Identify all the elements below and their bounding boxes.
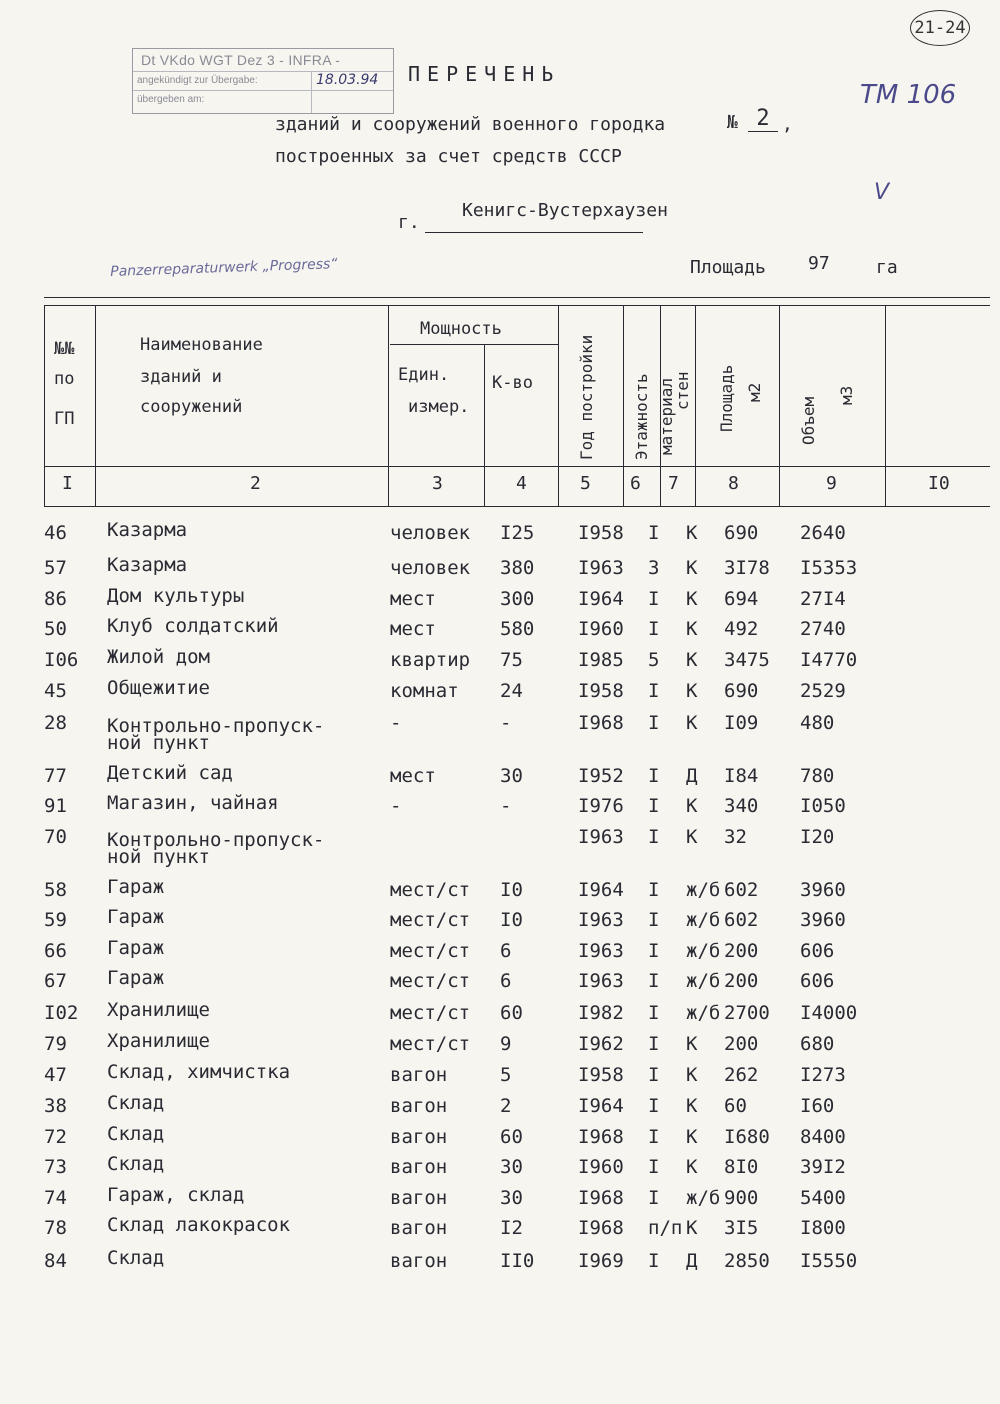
row-year: I968	[578, 1217, 624, 1239]
row-number: 46	[44, 522, 67, 544]
row-area: 694	[724, 588, 759, 610]
row-year: I985	[578, 649, 624, 671]
row-area: I680	[724, 1126, 770, 1148]
row-unit: вагон	[390, 1187, 448, 1209]
row-volume: 5400	[800, 1187, 846, 1209]
row-floors: I	[648, 970, 660, 992]
header-no-2: по	[54, 369, 75, 389]
row-number: 79	[44, 1033, 67, 1055]
row-unit: квартир	[390, 649, 471, 671]
row-volume: I60	[800, 1095, 835, 1117]
row-unit: мест/ст	[390, 970, 471, 992]
col-divider	[558, 305, 559, 506]
row-material: К	[686, 712, 698, 734]
stamp-date: 18.03.94	[316, 72, 379, 88]
row-number: 59	[44, 909, 67, 931]
row-quantity: -	[500, 712, 512, 734]
row-area: I09	[724, 712, 759, 734]
row-volume: 680	[800, 1033, 835, 1055]
row-year: I958	[578, 1064, 624, 1086]
row-area: 32	[724, 826, 747, 848]
row-number: 77	[44, 765, 67, 787]
column-number: 2	[250, 473, 261, 494]
header-mid-rule	[44, 466, 990, 467]
row-name: Хранилище	[107, 1030, 210, 1052]
row-year: I963	[578, 557, 624, 579]
row-unit: вагон	[390, 1250, 448, 1272]
row-material: Д	[686, 765, 698, 787]
row-name: Склад	[107, 1247, 165, 1269]
header-material-1: материал	[657, 377, 676, 455]
row-material: К	[686, 618, 698, 640]
row-name: Склад	[107, 1153, 165, 1175]
row-floors: I	[648, 680, 660, 702]
row-area: 262	[724, 1064, 759, 1086]
row-name: Гараж	[107, 876, 165, 898]
row-area: 2850	[724, 1250, 770, 1272]
row-material: ж/б	[686, 940, 721, 962]
row-floors: I	[648, 1002, 660, 1024]
row-number: 28	[44, 712, 67, 734]
row-number: 45	[44, 680, 67, 702]
row-volume: 3960	[800, 909, 846, 931]
header-qty: К-во	[492, 373, 533, 393]
row-quantity: I25	[500, 522, 535, 544]
subtitle-comma: ,	[782, 114, 793, 135]
row-year: I952	[578, 765, 624, 787]
row-area: 60	[724, 1095, 747, 1117]
row-year: I960	[578, 618, 624, 640]
row-area: I84	[724, 765, 759, 787]
header-area-1: Площадь	[717, 364, 736, 432]
row-year: I968	[578, 1187, 624, 1209]
row-floors: I	[648, 1095, 660, 1117]
row-quantity: I2	[500, 1217, 523, 1239]
row-material: К	[686, 1095, 698, 1117]
header-no-3: ГП	[54, 409, 75, 429]
row-quantity: 30	[500, 1187, 523, 1209]
row-floors: I	[648, 795, 660, 817]
row-year: I964	[578, 1095, 624, 1117]
row-year: I964	[578, 588, 624, 610]
row-number: 67	[44, 970, 67, 992]
row-area: 2700	[724, 1002, 770, 1024]
check-mark: V	[874, 180, 890, 205]
row-volume: 3960	[800, 879, 846, 901]
handwritten-note: Panzerreparaturwerk „Progress“	[110, 256, 338, 280]
row-unit: мест/ст	[390, 1002, 471, 1024]
capacity-rule	[390, 344, 558, 345]
row-floors: I	[648, 765, 660, 787]
row-name: Склад, химчистка	[107, 1061, 291, 1083]
row-floors: I	[648, 712, 660, 734]
area-unit: га	[876, 257, 898, 278]
subtitle-line2: построенных за счет средств СССР	[275, 146, 622, 167]
row-name: Гараж	[107, 967, 165, 989]
row-quantity: 2	[500, 1095, 512, 1117]
row-name: Общежитие	[107, 677, 210, 699]
row-year: I982	[578, 1002, 624, 1024]
row-year: I968	[578, 1126, 624, 1148]
document-title: ПЕРЕЧЕНЬ	[408, 62, 561, 86]
row-name: Контрольно-пропуск- ной пункт	[107, 829, 325, 868]
row-floors: I	[648, 522, 660, 544]
row-material: ж/б	[686, 1002, 721, 1024]
row-name: Гараж	[107, 937, 165, 959]
row-floors: I	[648, 588, 660, 610]
row-number: I06	[44, 649, 79, 671]
row-material: К	[686, 680, 698, 702]
row-year: I963	[578, 940, 624, 962]
row-volume: 606	[800, 970, 835, 992]
row-volume: I20	[800, 826, 835, 848]
row-number: 66	[44, 940, 67, 962]
row-name: Склад лакокрасок	[107, 1214, 291, 1236]
row-unit: вагон	[390, 1064, 448, 1086]
row-material: К	[686, 1033, 698, 1055]
row-name: Дом культуры	[107, 585, 245, 607]
row-material: К	[686, 588, 698, 610]
header-name-2: зданий и	[140, 367, 222, 387]
row-quantity: 6	[500, 940, 512, 962]
area-label: Площадь	[690, 257, 766, 278]
row-unit: мест/ст	[390, 1033, 471, 1055]
row-name: Склад	[107, 1092, 165, 1114]
city-underline	[425, 232, 643, 233]
row-quantity: 30	[500, 1156, 523, 1178]
row-area: 900	[724, 1187, 759, 1209]
row-year: I958	[578, 522, 624, 544]
row-floors: 5	[648, 649, 660, 671]
row-area: 3I78	[724, 557, 770, 579]
row-quantity: 300	[500, 588, 535, 610]
header-top-rule-2	[44, 305, 990, 306]
row-name: Клуб солдатский	[107, 615, 279, 637]
row-floors: I	[648, 909, 660, 931]
row-volume: 27I4	[800, 588, 846, 610]
city-prefix: г.	[398, 212, 420, 233]
row-unit: мест/ст	[390, 879, 471, 901]
row-floors: п/п	[648, 1217, 683, 1239]
stamp-divider	[311, 71, 312, 113]
row-name: Жилой дом	[107, 646, 210, 668]
row-floors: I	[648, 1064, 660, 1086]
row-floors: I	[648, 1156, 660, 1178]
row-quantity: 380	[500, 557, 535, 579]
column-number: 4	[516, 473, 527, 494]
row-area: 3I5	[724, 1217, 759, 1239]
row-name: Детский сад	[107, 762, 233, 784]
row-quantity: I0	[500, 909, 523, 931]
row-quantity: -	[500, 795, 512, 817]
row-volume: I050	[800, 795, 846, 817]
row-year: I963	[578, 909, 624, 931]
row-volume: 2529	[800, 680, 846, 702]
row-year: I963	[578, 826, 624, 848]
column-number: I0	[928, 473, 950, 494]
row-volume: 480	[800, 712, 835, 734]
column-number: 7	[668, 473, 679, 494]
row-unit: вагон	[390, 1126, 448, 1148]
row-unit: мест	[390, 765, 436, 787]
row-material: К	[686, 826, 698, 848]
column-number: 5	[580, 473, 591, 494]
row-number: 58	[44, 879, 67, 901]
col-divider	[388, 305, 389, 506]
row-quantity: 60	[500, 1002, 523, 1024]
row-area: 602	[724, 879, 759, 901]
header-unit-2: измер.	[408, 397, 470, 417]
row-quantity: 60	[500, 1126, 523, 1148]
row-year: I964	[578, 879, 624, 901]
row-unit: мест	[390, 588, 436, 610]
row-number: 78	[44, 1217, 67, 1239]
row-number: 50	[44, 618, 67, 640]
row-year: I962	[578, 1033, 624, 1055]
row-material: ж/б	[686, 970, 721, 992]
header-year: Год постройки	[577, 334, 596, 460]
row-floors: I	[648, 1250, 660, 1272]
column-number: 8	[728, 473, 739, 494]
column-number: I	[62, 473, 73, 494]
header-no-1: №№	[54, 339, 75, 359]
row-floors: I	[648, 618, 660, 640]
row-year: I976	[578, 795, 624, 817]
row-name: Хранилище	[107, 999, 210, 1021]
column-number: 6	[630, 473, 641, 494]
row-year: I968	[578, 712, 624, 734]
row-number: 38	[44, 1095, 67, 1117]
row-unit: мест	[390, 618, 436, 640]
row-quantity: 5	[500, 1064, 512, 1086]
row-floors: I	[648, 1126, 660, 1148]
header-capacity: Мощность	[420, 319, 502, 339]
row-unit: вагон	[390, 1217, 448, 1239]
header-bottom-rule	[44, 506, 990, 507]
row-area: 602	[724, 909, 759, 931]
row-floors: I	[648, 879, 660, 901]
row-volume: 606	[800, 940, 835, 962]
row-floors: I	[648, 1187, 660, 1209]
row-volume: 39I2	[800, 1156, 846, 1178]
row-floors: I	[648, 940, 660, 962]
row-area: 3475	[724, 649, 770, 671]
row-material: ж/б	[686, 879, 721, 901]
header-material-2: стен	[673, 371, 692, 410]
row-number: 72	[44, 1126, 67, 1148]
row-material: К	[686, 1217, 698, 1239]
row-area: 200	[724, 1033, 759, 1055]
row-unit: человек	[390, 522, 471, 544]
row-volume: 2640	[800, 522, 846, 544]
row-quantity: II0	[500, 1250, 535, 1272]
column-number: 3	[432, 473, 443, 494]
row-unit: вагон	[390, 1156, 448, 1178]
row-year: I963	[578, 970, 624, 992]
handwritten-code: ТМ 106	[860, 80, 957, 110]
row-name: Казарма	[107, 554, 188, 576]
row-area: 8I0	[724, 1156, 759, 1178]
row-unit: мест/ст	[390, 909, 471, 931]
subtitle-line1: зданий и сооружений военного городка	[275, 114, 666, 135]
col-divider	[779, 305, 780, 506]
row-name: Гараж, склад	[107, 1184, 245, 1206]
row-volume: I4000	[800, 1002, 858, 1024]
row-year: I958	[578, 680, 624, 702]
row-volume: 8400	[800, 1126, 846, 1148]
row-volume: I5353	[800, 557, 858, 579]
row-volume: I5550	[800, 1250, 858, 1272]
row-number: I02	[44, 1002, 79, 1024]
row-quantity: 9	[500, 1033, 512, 1055]
row-unit: -	[390, 712, 402, 734]
row-number: 70	[44, 826, 67, 848]
row-number: 86	[44, 588, 67, 610]
row-quantity: 30	[500, 765, 523, 787]
row-material: К	[686, 795, 698, 817]
row-volume: I4770	[800, 649, 858, 671]
row-unit: вагон	[390, 1095, 448, 1117]
row-area: 340	[724, 795, 759, 817]
row-name: Магазин, чайная	[107, 792, 279, 814]
area-value: 97	[808, 253, 830, 274]
row-floors: 3	[648, 557, 660, 579]
row-material: Д	[686, 1250, 698, 1272]
column-number: 9	[826, 473, 837, 494]
header-volume-1: Объем	[799, 396, 818, 445]
row-number: 57	[44, 557, 67, 579]
row-name: Склад	[107, 1123, 165, 1145]
row-material: К	[686, 522, 698, 544]
row-name: Казарма	[107, 519, 188, 541]
col-divider	[623, 305, 624, 506]
row-material: К	[686, 557, 698, 579]
row-quantity: 6	[500, 970, 512, 992]
row-name: Гараж	[107, 906, 165, 928]
row-volume: I800	[800, 1217, 846, 1239]
row-material: К	[686, 1126, 698, 1148]
col-divider	[484, 344, 485, 506]
row-quantity: 75	[500, 649, 523, 671]
row-number: 47	[44, 1064, 67, 1086]
row-unit: человек	[390, 557, 471, 579]
row-area: 200	[724, 940, 759, 962]
row-volume: 780	[800, 765, 835, 787]
row-floors: I	[648, 1033, 660, 1055]
row-quantity: 24	[500, 680, 523, 702]
archive-stamp	[132, 48, 394, 114]
header-floors: Этажность	[632, 373, 651, 460]
header-name-3: сооружений	[140, 397, 243, 417]
row-floors: I	[648, 826, 660, 848]
row-unit: комнат	[390, 680, 459, 702]
stamp-line3-label: übergeben am:	[137, 94, 205, 105]
header-volume-2: м3	[837, 385, 856, 405]
garrison-number: 2	[748, 106, 778, 132]
row-number: 73	[44, 1156, 67, 1178]
row-material: К	[686, 1064, 698, 1086]
col-divider	[695, 305, 696, 506]
row-unit: -	[390, 795, 402, 817]
number-sign: №	[727, 112, 738, 133]
header-area-2: м2	[745, 382, 764, 402]
row-material: ж/б	[686, 1187, 721, 1209]
header-name-1: Наименование	[140, 335, 263, 355]
row-material: ж/б	[686, 909, 721, 931]
sheet-reference: 21-24	[910, 10, 970, 46]
row-volume: 2740	[800, 618, 846, 640]
row-number: 84	[44, 1250, 67, 1272]
stamp-line1: Dt VKdo WGT Dez 3 - INFRA -	[133, 49, 393, 72]
row-material: К	[686, 649, 698, 671]
row-quantity: 580	[500, 618, 535, 640]
row-quantity: I0	[500, 879, 523, 901]
header-unit-1: Един.	[398, 365, 450, 385]
col-divider	[885, 305, 886, 506]
row-area: 492	[724, 618, 759, 640]
row-name: Контрольно-пропуск- ной пункт	[107, 715, 325, 754]
row-unit: мест/ст	[390, 940, 471, 962]
row-number: 74	[44, 1187, 67, 1209]
city-name: Кенигс-Вустерхаузен	[462, 200, 668, 221]
row-area: 690	[724, 522, 759, 544]
stamp-line2-label: angekündigt zur Übergabe:	[133, 71, 393, 91]
col-divider	[95, 305, 96, 506]
row-year: I969	[578, 1250, 624, 1272]
row-material: К	[686, 1156, 698, 1178]
row-area: 690	[724, 680, 759, 702]
row-area: 200	[724, 970, 759, 992]
row-year: I960	[578, 1156, 624, 1178]
row-number: 91	[44, 795, 67, 817]
header-top-rule	[44, 297, 990, 298]
row-volume: I273	[800, 1064, 846, 1086]
col-divider	[44, 305, 45, 506]
